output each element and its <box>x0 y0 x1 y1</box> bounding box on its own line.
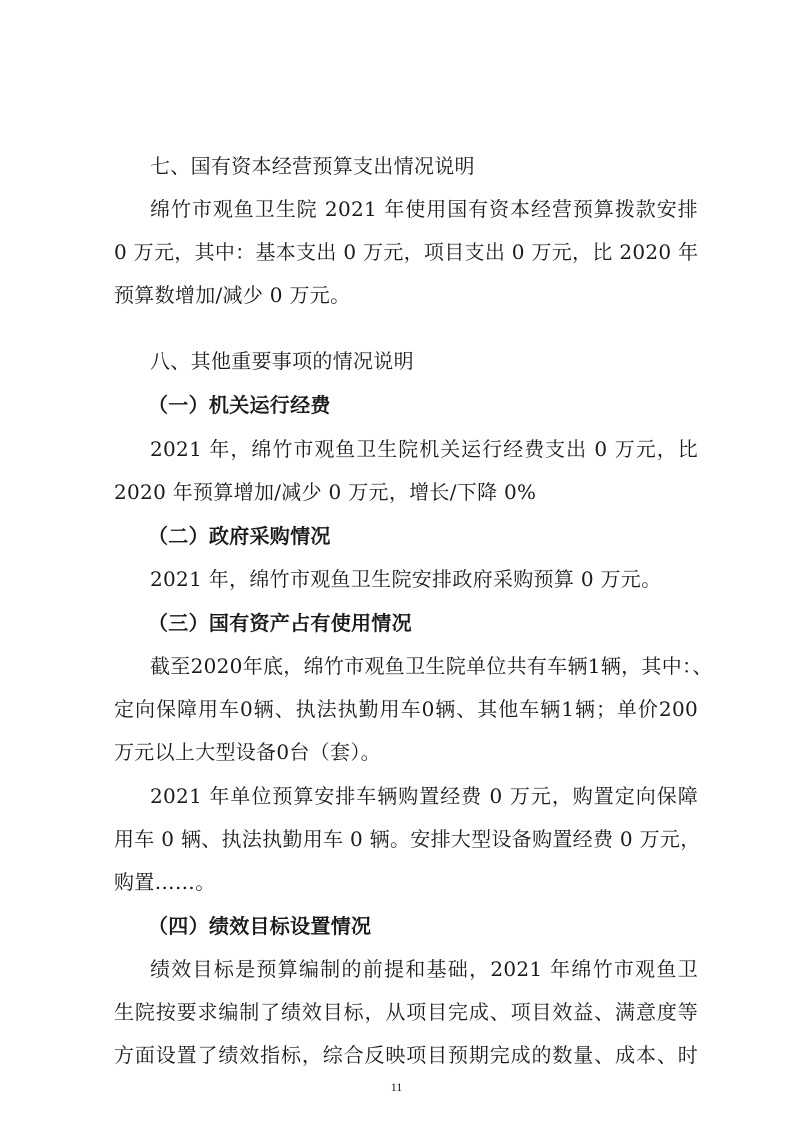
section-8-heading: 八、其他重要事项的情况说明 <box>150 349 414 373</box>
subsection-4-heading: （四）绩效目标设置情况 <box>148 914 372 938</box>
section-7-line-1: 绵竹市观鱼卫生院 2021 年使用国有资本经营预算拨款安排 <box>150 197 698 221</box>
subsection-1-line-2: 2020 年预算增加/减少 0 万元，增长/下降 0% <box>114 480 537 504</box>
section-7-line-2: 0 万元，其中：基本支出 0 万元，项目支出 0 万元，比 2020 年 <box>114 240 699 264</box>
section-7-line-3: 预算数增加/减少 0 万元。 <box>114 283 351 307</box>
subsection-1-line-1: 2021 年，绵竹市观鱼卫生院机关运行经费支出 0 万元，比 <box>150 437 698 461</box>
page-number: 11 <box>390 1080 403 1094</box>
subsection-4-line-2: 生院按要求编制了绩效目标，从项目完成、项目效益、满意度等 <box>114 1000 698 1024</box>
subsection-3-line-3: 万元以上大型设备0台（套）。 <box>114 740 381 764</box>
subsection-4-line-1: 绩效目标是预算编制的前提和基础，2021 年绵竹市观鱼卫 <box>150 957 698 981</box>
subsection-3-line-6: 购置……。 <box>114 870 216 894</box>
subsection-3-line-5: 用车 0 辆、执法执勤用车 0 辆。安排大型设备购置经费 0 万元， <box>114 827 701 851</box>
section-7-heading: 七、国有资本经营预算支出情况说明 <box>150 154 475 178</box>
subsection-4-line-3: 方面设置了绩效指标，综合反映项目预期完成的数量、成本、时 <box>114 1043 698 1067</box>
subsection-2-line-1: 2021 年，绵竹市观鱼卫生院安排政府采购预算 0 万元。 <box>150 567 662 591</box>
subsection-3-line-4: 2021 年单位预算安排车辆购置经费 0 万元，购置定向保障 <box>150 784 698 808</box>
subsection-1-heading: （一）机关运行经费 <box>148 393 331 417</box>
subsection-3-heading: （三）国有资产占有使用情况 <box>148 611 412 635</box>
subsection-3-line-1: 截至2020年底，绵竹市观鱼卫生院单位共有车辆1辆，其中：、 <box>150 654 713 678</box>
subsection-3-line-2: 定向保障用车0辆、执法执勤用车0辆、其他车辆1辆；单价200 <box>114 697 698 721</box>
subsection-2-heading: （二）政府采购情况 <box>148 524 331 548</box>
